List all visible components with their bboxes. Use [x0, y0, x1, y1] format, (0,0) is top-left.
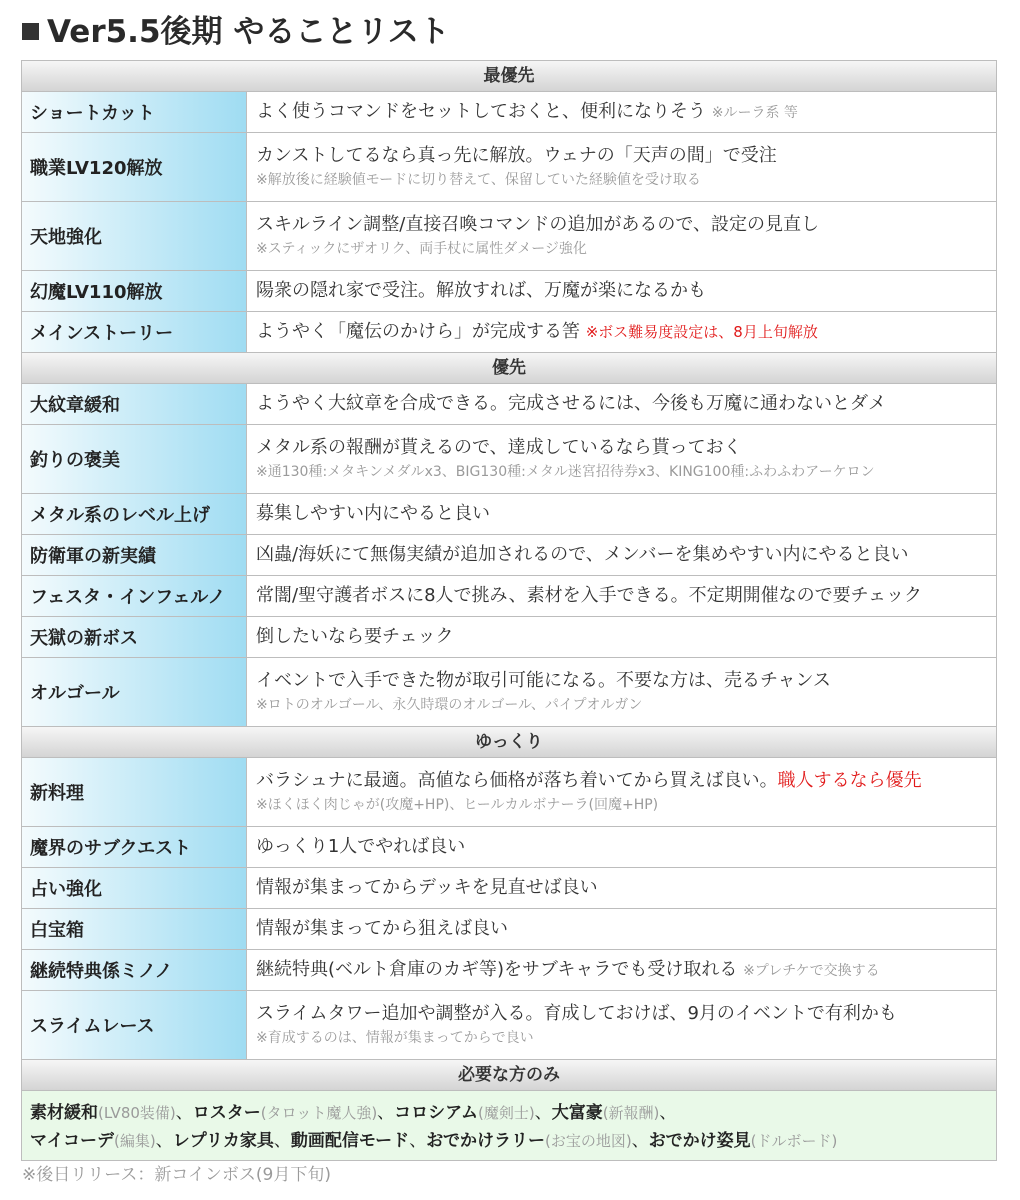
optional-items-box — [22, 1091, 996, 1161]
optional-item-note: (編集) — [113, 1132, 156, 1150]
row-label: 防衛軍の新実績 — [22, 535, 247, 575]
optional-item-name: コロシアム — [394, 1103, 478, 1123]
row-label: 大紋章緩和 — [22, 384, 247, 424]
row-content — [247, 535, 996, 575]
row-main-text: カンストしてるなら真っ先に解放。ウェナの「天声の間」で受注 — [256, 145, 777, 166]
optional-item-note: (タロット魔人強) — [260, 1104, 378, 1122]
separator: 、 — [377, 1103, 395, 1123]
footnote: ※後日リリース：新コインボス(9月下旬) — [22, 1165, 331, 1185]
row-main-text: 情報が集まってから狙えば良い — [256, 918, 508, 939]
row-note: ※スティックにザオリク、両手杖に属性ダメージ強化 — [256, 241, 587, 257]
todo-table — [21, 60, 997, 1161]
separator: 、 — [631, 1131, 649, 1151]
optional-item-name: おでかけ姿見 — [648, 1131, 751, 1151]
table-row — [22, 576, 996, 617]
row-note: ※育成するのは、情報が集まってからで良い — [256, 1030, 534, 1046]
row-main-text: メタル系の報酬が貰えるので、達成しているなら貰っておく — [256, 437, 742, 458]
row-main-text: バラシュナに最適。高値なら価格が落ち着いてから買えば良い。 — [256, 770, 778, 791]
table-row — [22, 202, 996, 271]
row-content — [247, 384, 996, 424]
row-label: フェスタ・インフェルノ — [22, 576, 247, 616]
row-main-text: ゆっくり1人でやれば良い — [256, 836, 466, 857]
row-main-text: 倒したいなら要チェック — [256, 626, 454, 647]
row-label: 職業LV120解放 — [22, 133, 247, 201]
row-label: 新料理 — [22, 758, 247, 826]
table-row — [22, 271, 996, 312]
optional-item-name: マイコーデ — [30, 1131, 114, 1151]
table-row — [22, 617, 996, 658]
row-label: 天地強化 — [22, 202, 247, 270]
table-row — [22, 535, 996, 576]
separator: 、 — [409, 1131, 427, 1151]
row-label: 継続特典係ミノノ — [22, 950, 247, 990]
row-main-text: スキルライン調整/直接召喚コマンドの追加があるので、設定の見直し — [256, 214, 819, 235]
row-note: ※ルーラ系 等 — [711, 104, 798, 121]
optional-item-name: ロスター — [192, 1103, 261, 1123]
optional-item-note: (LV80装備) — [98, 1104, 176, 1122]
row-content — [247, 827, 996, 867]
table-row — [22, 950, 996, 991]
row-label: 幻魔LV110解放 — [22, 271, 247, 311]
table-row — [22, 827, 996, 868]
row-content — [247, 758, 996, 826]
optional-item-note: (お宝の地図) — [545, 1132, 632, 1150]
row-main-text: よく使うコマンドをセットしておくと、便利になりそう — [256, 100, 706, 122]
section-header-optional: 必要な方のみ — [22, 1060, 996, 1091]
row-content — [247, 909, 996, 949]
row-note: ※解放後に経験値モードに切り替えて、保留していた経験値を受け取る — [256, 172, 701, 188]
optional-line-1 — [30, 1099, 988, 1127]
row-content — [247, 950, 996, 990]
row-label: 白宝箱 — [22, 909, 247, 949]
row-label: 天獄の新ボス — [22, 617, 247, 657]
section-header-top-priority: 最優先 — [22, 61, 996, 92]
row-main-text: 凶蟲/海妖にて無傷実績が追加されるので、メンバーを集めやすい内にやると良い — [256, 544, 909, 565]
row-label: ショートカット — [22, 92, 247, 132]
row-content — [247, 868, 996, 908]
row-note: ※ほくほく肉じゃが(攻魔+HP)、ヒールカルボナーラ(回魔+HP) — [256, 797, 659, 813]
table-row — [22, 494, 996, 535]
row-main-text: 陽衆の隠れ家で受注。解放すれば、万魔が楽になるかも — [256, 280, 706, 301]
row-main-text: 情報が集まってからデッキを見直せば良い — [256, 877, 598, 898]
row-main-text: ようやく大紋章を合成できる。完成させるには、今後も万魔に通わないとダメ — [256, 393, 886, 414]
separator: 、 — [273, 1131, 291, 1151]
row-label: 釣りの褒美 — [22, 425, 247, 493]
row-label: 魔界のサブクエスト — [22, 827, 247, 867]
row-main-text: 常闇/聖守護者ボスに8人で挑み、素材を入手できる。不定期開催なので要チェック — [256, 585, 923, 606]
row-content — [247, 133, 996, 201]
separator: 、 — [534, 1103, 552, 1123]
optional-item-name: 素材緩和 — [30, 1103, 98, 1123]
row-note: ※通130種:メタキンメダルx3、BIG130種:メタル迷宮招待券x3、KING100種:ふわふわアーケロン — [256, 464, 875, 480]
row-content — [247, 92, 996, 132]
section-header-priority: 優先 — [22, 353, 996, 384]
row-label: メインストーリー — [22, 312, 247, 352]
row-note: ※プレチケで交換する — [743, 962, 880, 979]
row-content — [247, 312, 996, 352]
separator: 、 — [175, 1103, 193, 1123]
row-red-note: 職人するなら優先 — [777, 770, 922, 791]
row-label: メタル系のレベル上げ — [22, 494, 247, 534]
table-row — [22, 991, 996, 1060]
row-label: 占い強化 — [22, 868, 247, 908]
row-content — [247, 576, 996, 616]
optional-item-note: (魔剣士) — [477, 1104, 535, 1122]
optional-item-name: 動画配信モード — [290, 1131, 410, 1151]
table-row — [22, 92, 996, 133]
optional-item-note: (新報酬) — [602, 1104, 660, 1122]
optional-item-name: 大富豪 — [551, 1103, 603, 1123]
row-main-text: イベントで入手できた物が取引可能になる。不要な方は、売るチャンス — [256, 670, 831, 691]
separator: 、 — [155, 1131, 173, 1151]
page-title — [22, 10, 450, 54]
table-row — [22, 658, 996, 727]
row-note: ※ロトのオルゴール、永久時環のオルゴール、パイプオルガン — [256, 697, 643, 713]
separator: 、 — [659, 1103, 677, 1123]
row-content — [247, 991, 996, 1059]
row-content — [247, 617, 996, 657]
optional-line-2 — [30, 1127, 988, 1155]
row-label: スライムレース — [22, 991, 247, 1059]
row-content — [247, 658, 996, 726]
optional-item-name: レプリカ家具 — [172, 1131, 274, 1151]
square-bullet-icon — [22, 23, 39, 40]
row-label: オルゴール — [22, 658, 247, 726]
row-red-note: ※ボス難易度設定は、8月上旬解放 — [585, 323, 818, 341]
row-content — [247, 494, 996, 534]
optional-item-name: おでかけラリー — [426, 1131, 546, 1151]
row-content — [247, 202, 996, 270]
row-main-text: スライムタワー追加や調整が入る。育成しておけば、9月のイベントで有利かも — [256, 1003, 897, 1024]
table-row — [22, 425, 996, 494]
row-main-text: 継続特典(ベルト倉庫のカギ等)をサブキャラでも受け取れる — [256, 958, 738, 980]
table-row — [22, 868, 996, 909]
optional-item-note: (ドルボード) — [750, 1132, 838, 1150]
row-main-text: ようやく「魔伝のかけら」が完成する筈 — [256, 321, 580, 342]
table-row — [22, 133, 996, 202]
page-title-text: Ver5.5後期 やることリスト — [47, 14, 450, 50]
table-row — [22, 384, 996, 425]
table-row — [22, 312, 996, 353]
row-main-text: 募集しやすい内にやると良い — [256, 503, 490, 524]
table-row — [22, 758, 996, 827]
row-content — [247, 271, 996, 311]
section-header-leisurely: ゆっくり — [22, 727, 996, 758]
table-row — [22, 909, 996, 950]
row-content — [247, 425, 996, 493]
